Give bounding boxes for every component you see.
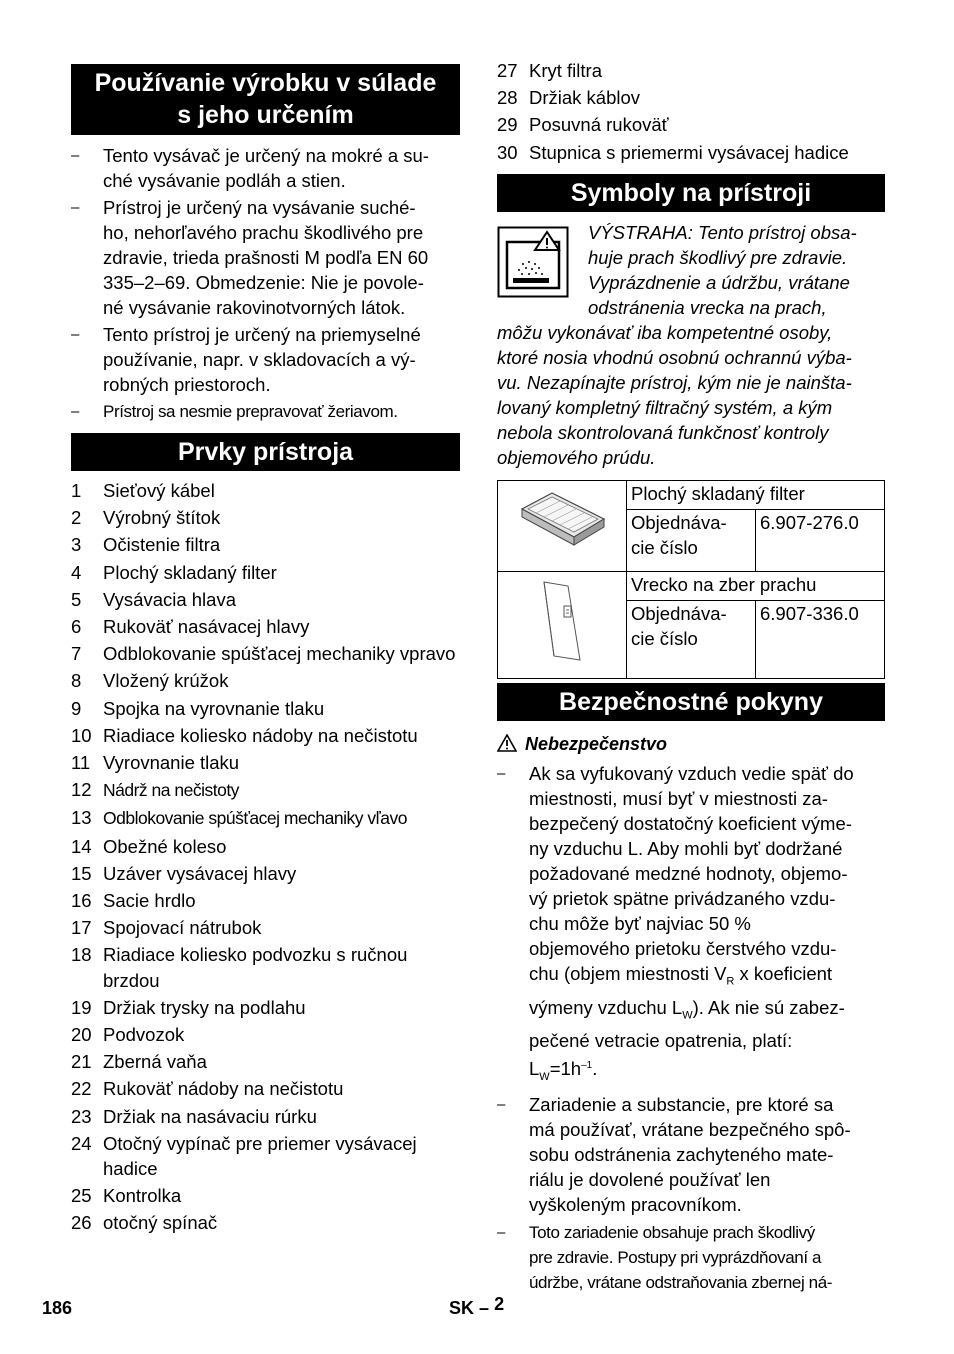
safety-item xyxy=(497,761,885,1090)
order-number: 6.907-336.0 xyxy=(756,600,885,678)
warning-line: nebola skontrolovaná funkčnosť kontroly xyxy=(497,422,829,443)
item-label: Obežné koleso xyxy=(103,835,227,857)
danger-triangle-icon xyxy=(497,734,517,752)
language-code: SK – 2 xyxy=(449,1294,505,1318)
text-line: riálu je dovolené používať len xyxy=(529,1169,771,1191)
text-line: ché vysávanie podláh a stien. xyxy=(103,170,346,191)
text-line: miestnosti, musí byť v miestnosti za- xyxy=(529,788,828,809)
item-label: Výrobný štítok xyxy=(103,507,221,529)
list-item xyxy=(71,861,460,886)
item-number: 14 xyxy=(71,835,92,857)
table-row xyxy=(498,572,885,601)
list-item xyxy=(497,140,885,165)
dust-bag-image xyxy=(498,572,626,672)
item-number: 12 xyxy=(71,779,92,801)
item-number: 3 xyxy=(71,534,82,556)
list-item xyxy=(71,478,460,503)
warning-line: Vyprázdnenie a údržbu, vrátane xyxy=(588,272,850,293)
list-item xyxy=(71,942,460,992)
accessory-name: Plochý skladaný filter xyxy=(627,481,885,510)
text-line: vyškoleným pracovníkom. xyxy=(529,1194,742,1216)
item-label: Očistenie filtra xyxy=(103,534,221,556)
heading-device-elements: Prvky prístroja xyxy=(71,433,460,471)
item-label: Nádrž na nečistoty xyxy=(103,780,239,801)
list-item xyxy=(71,1076,460,1101)
item-number: 17 xyxy=(71,917,92,939)
item-number: 2 xyxy=(71,507,82,529)
safety-item xyxy=(497,1220,885,1295)
list-item xyxy=(71,1183,460,1208)
item-label: Spojovací nátrubok xyxy=(103,917,262,939)
dash-marker: – xyxy=(71,199,80,216)
item-label: Podvozok xyxy=(103,1024,185,1046)
item-label: Odblokovanie spúšťacej mechaniky vľavo xyxy=(103,808,407,829)
item-number: 5 xyxy=(71,588,82,610)
warning-line: VÝSTRAHA: Tento prístroj obsa- xyxy=(588,222,857,243)
item-label: Riadiace koliesko nádoby na nečistotu xyxy=(103,724,418,746)
text-line: ny vzduchu L. Aby mohli byť dodržané xyxy=(529,838,843,859)
item-number: 10 xyxy=(71,724,92,746)
item-label: Odblokovanie spúšťacej mechaniky vpravo xyxy=(103,643,456,665)
item-number: 25 xyxy=(71,1185,92,1207)
text-line: né vysávanie rakovinotvorných látok. xyxy=(103,297,406,318)
order-number: 6.907-276.0 xyxy=(756,510,885,572)
list-item xyxy=(71,723,460,748)
text-line: pečené vetracie opatrenia, platí: xyxy=(529,1030,793,1052)
item-label: Vyrovnanie tlaku xyxy=(103,752,240,774)
text-line: údržbe, vrátane odstraňovania zbernej ná- xyxy=(529,1273,833,1293)
dash-marker: – xyxy=(497,1224,506,1242)
text-line: ho, nehorľavého prachu škodlivého pre xyxy=(103,222,424,243)
accessory-name: Vrecko na zber prachu xyxy=(627,572,885,601)
item-label: Uzáver vysávacej hlavy xyxy=(103,862,297,884)
text-line: $L_W=1h^{-1}$. xyxy=(529,1058,598,1084)
item-number: 28 xyxy=(497,87,518,109)
list-item xyxy=(71,1210,460,1235)
dust-bag-image-cell xyxy=(498,572,627,679)
item-number: 13 xyxy=(71,807,92,829)
text-line: bezpečený dostatočný koeficient výme- xyxy=(529,813,852,834)
list-item xyxy=(71,560,460,585)
text-line: robných priestoroch. xyxy=(103,374,271,395)
item-number: 15 xyxy=(71,862,92,884)
item-number: 19 xyxy=(71,996,92,1018)
item-number: 1 xyxy=(71,480,82,501)
list-item xyxy=(71,641,460,666)
text-line: sobu odstránenia zachyteného mate- xyxy=(529,1144,834,1166)
text-line: požadované medzné hodnoty, objemo- xyxy=(529,863,848,884)
heading-intended-use xyxy=(71,64,460,135)
accessories-table xyxy=(497,480,885,679)
text-line: výmeny vzduchu $L_W$). Ak nie sú zabez- xyxy=(529,996,845,1022)
heading-symbols: Symboly na prístroji xyxy=(497,174,885,212)
item-number: 21 xyxy=(71,1051,92,1073)
text-line: používanie, napr. v skladovacích a vý- xyxy=(103,349,416,370)
item-label: Kryt filtra xyxy=(529,60,602,81)
list-item xyxy=(71,532,460,557)
item-number: 11 xyxy=(71,752,91,774)
item-label: Plochý skladaný filter xyxy=(103,561,277,583)
item-label: Držiak na nasávaciu rúrku xyxy=(103,1105,317,1127)
page-number: 186 xyxy=(42,1298,73,1318)
list-item xyxy=(71,696,460,721)
item-label: Držiak trysky na podlahu xyxy=(103,996,306,1018)
text-line: Zariadenie a substancie, pre ktoré sa xyxy=(529,1094,834,1116)
text-line: objemového prietoku čerstvého vzdu- xyxy=(529,938,837,959)
text-line: Toto zariadenie obsahuje prach škodlivý xyxy=(529,1223,815,1243)
warning-line: odstránenia vrecka na prach, xyxy=(588,297,827,318)
item-number: 24 xyxy=(71,1132,92,1154)
use-item xyxy=(71,322,460,397)
intended-use-list xyxy=(71,143,460,426)
heading-line-1: Používanie výrobku v súlade xyxy=(94,69,437,97)
heading-safety: Bezpečnostné pokyny xyxy=(497,683,885,721)
item-label: Riadiace koliesko podvozku s ručnou brzdou xyxy=(103,944,408,991)
dash-marker: – xyxy=(497,765,506,782)
list-item xyxy=(71,915,460,940)
list-item xyxy=(71,1049,460,1074)
item-number: 16 xyxy=(71,890,92,912)
text-line: 335–2–69. Obmedzenie: Nie je povole- xyxy=(103,272,424,293)
danger-text: Nebezpečenstvo xyxy=(525,734,668,754)
list-item xyxy=(71,1131,460,1181)
list-item xyxy=(71,777,460,803)
flat-filter-image-cell xyxy=(498,481,627,572)
text-line: Prístroj je určený na vysávanie suché- xyxy=(103,197,416,218)
item-label: Sacie hrdlo xyxy=(103,890,196,912)
device-parts-list-continued xyxy=(497,58,885,167)
list-item xyxy=(71,888,460,913)
list-item xyxy=(71,1104,460,1129)
list-item xyxy=(71,805,460,831)
warning-line: vu. Nezapínajte prístroj, kým nie je nainšta- xyxy=(497,372,852,393)
text-line: pre zdravie. Postupy pri vyprázdňovaní a xyxy=(529,1248,822,1268)
warning-text xyxy=(497,220,885,470)
warning-line: objemového prúdu. xyxy=(497,447,656,468)
item-label: Stupnica s priemermi vysávacej hadice xyxy=(529,141,849,163)
order-label: Objednáva- cie číslo xyxy=(627,600,756,678)
item-label: Zberná vaňa xyxy=(103,1051,207,1073)
heading-line-2: s jeho určením xyxy=(177,101,354,129)
dash-marker: – xyxy=(71,403,80,420)
list-item xyxy=(71,834,460,859)
text-line: Tento vysávač je určený na mokré a su- xyxy=(103,145,429,166)
text-line: vý prietok spätne privádzaného vzdu- xyxy=(529,888,836,909)
item-label: Sieťový kábel xyxy=(103,480,215,501)
item-label: Držiak káblov xyxy=(529,87,641,109)
warning-line: lovaný kompletný filtračný systém, a kým xyxy=(497,397,833,418)
table-row xyxy=(498,481,885,510)
item-label: Rukoväť nádoby na nečistotu xyxy=(103,1078,344,1100)
item-number: 20 xyxy=(71,1024,92,1046)
item-number: 8 xyxy=(71,670,82,692)
item-label: Otočný vypínač pre priemer vysávacej hadice xyxy=(103,1132,417,1180)
list-item xyxy=(71,1022,460,1047)
list-item xyxy=(497,85,885,110)
list-item xyxy=(71,995,460,1020)
list-item xyxy=(71,750,460,775)
safety-item xyxy=(497,1092,885,1217)
item-number: 6 xyxy=(71,616,82,638)
warning-line: huje prach škodlivý pre zdravie. xyxy=(588,247,848,268)
list-item xyxy=(497,112,885,137)
item-number: 22 xyxy=(71,1078,92,1100)
text-line: zdravie, trieda prašnosti M podľa EN 60 xyxy=(103,247,429,268)
text-line: chu môže byť najviac 50 % xyxy=(529,913,751,934)
item-number: 4 xyxy=(71,561,82,583)
use-item xyxy=(71,399,460,424)
text-line: Ak sa vyfukovaný vzduch vedie späť do xyxy=(529,763,854,784)
item-number: 18 xyxy=(71,944,92,966)
item-number: 29 xyxy=(497,114,518,136)
dash-marker: – xyxy=(71,147,80,164)
warning-line: ktoré nosia vhodnú osobnú ochrannú výba- xyxy=(497,347,852,368)
list-item xyxy=(71,587,460,612)
text-line: má používať, vrátane bezpečného spô- xyxy=(529,1119,851,1141)
item-label: Vysávacia hlava xyxy=(103,588,236,610)
item-number: 26 xyxy=(71,1212,92,1234)
text-line: Prístroj sa nesmie prepravovať žeriavom. xyxy=(103,402,398,421)
dash-marker: – xyxy=(497,1096,506,1114)
item-number: 7 xyxy=(71,643,82,665)
list-item xyxy=(71,505,460,530)
item-number: 30 xyxy=(497,141,518,163)
list-item xyxy=(497,58,885,83)
item-number: 9 xyxy=(71,697,82,719)
item-number: 27 xyxy=(497,60,518,81)
text-line: Tento prístroj je určený na priemyselné xyxy=(103,324,421,345)
text-line: chu (objem miestnosti $V_R$ x koeficient xyxy=(529,963,833,988)
safety-list xyxy=(497,761,885,1295)
warning-line: môžu vykonávať iba kompetentné osoby, xyxy=(497,322,833,343)
danger-label xyxy=(497,732,885,757)
order-label: Objednáva- cie číslo xyxy=(627,510,756,572)
item-label: Spojka na vyrovnanie tlaku xyxy=(103,697,325,719)
dash-marker: – xyxy=(71,326,80,343)
item-label: Posuvná rukoväť xyxy=(529,114,669,136)
item-label: Rukoväť nasávacej hlavy xyxy=(103,616,310,638)
flat-pleated-filter-image xyxy=(498,481,626,565)
item-label: otočný spínač xyxy=(103,1212,218,1234)
item-label: Kontrolka xyxy=(103,1185,182,1207)
use-item xyxy=(71,143,460,193)
item-number: 23 xyxy=(71,1105,92,1127)
list-item xyxy=(71,614,460,639)
device-parts-list xyxy=(71,478,460,1238)
use-item xyxy=(71,195,460,320)
item-label: Vložený krúžok xyxy=(103,670,229,692)
list-item xyxy=(71,668,460,693)
